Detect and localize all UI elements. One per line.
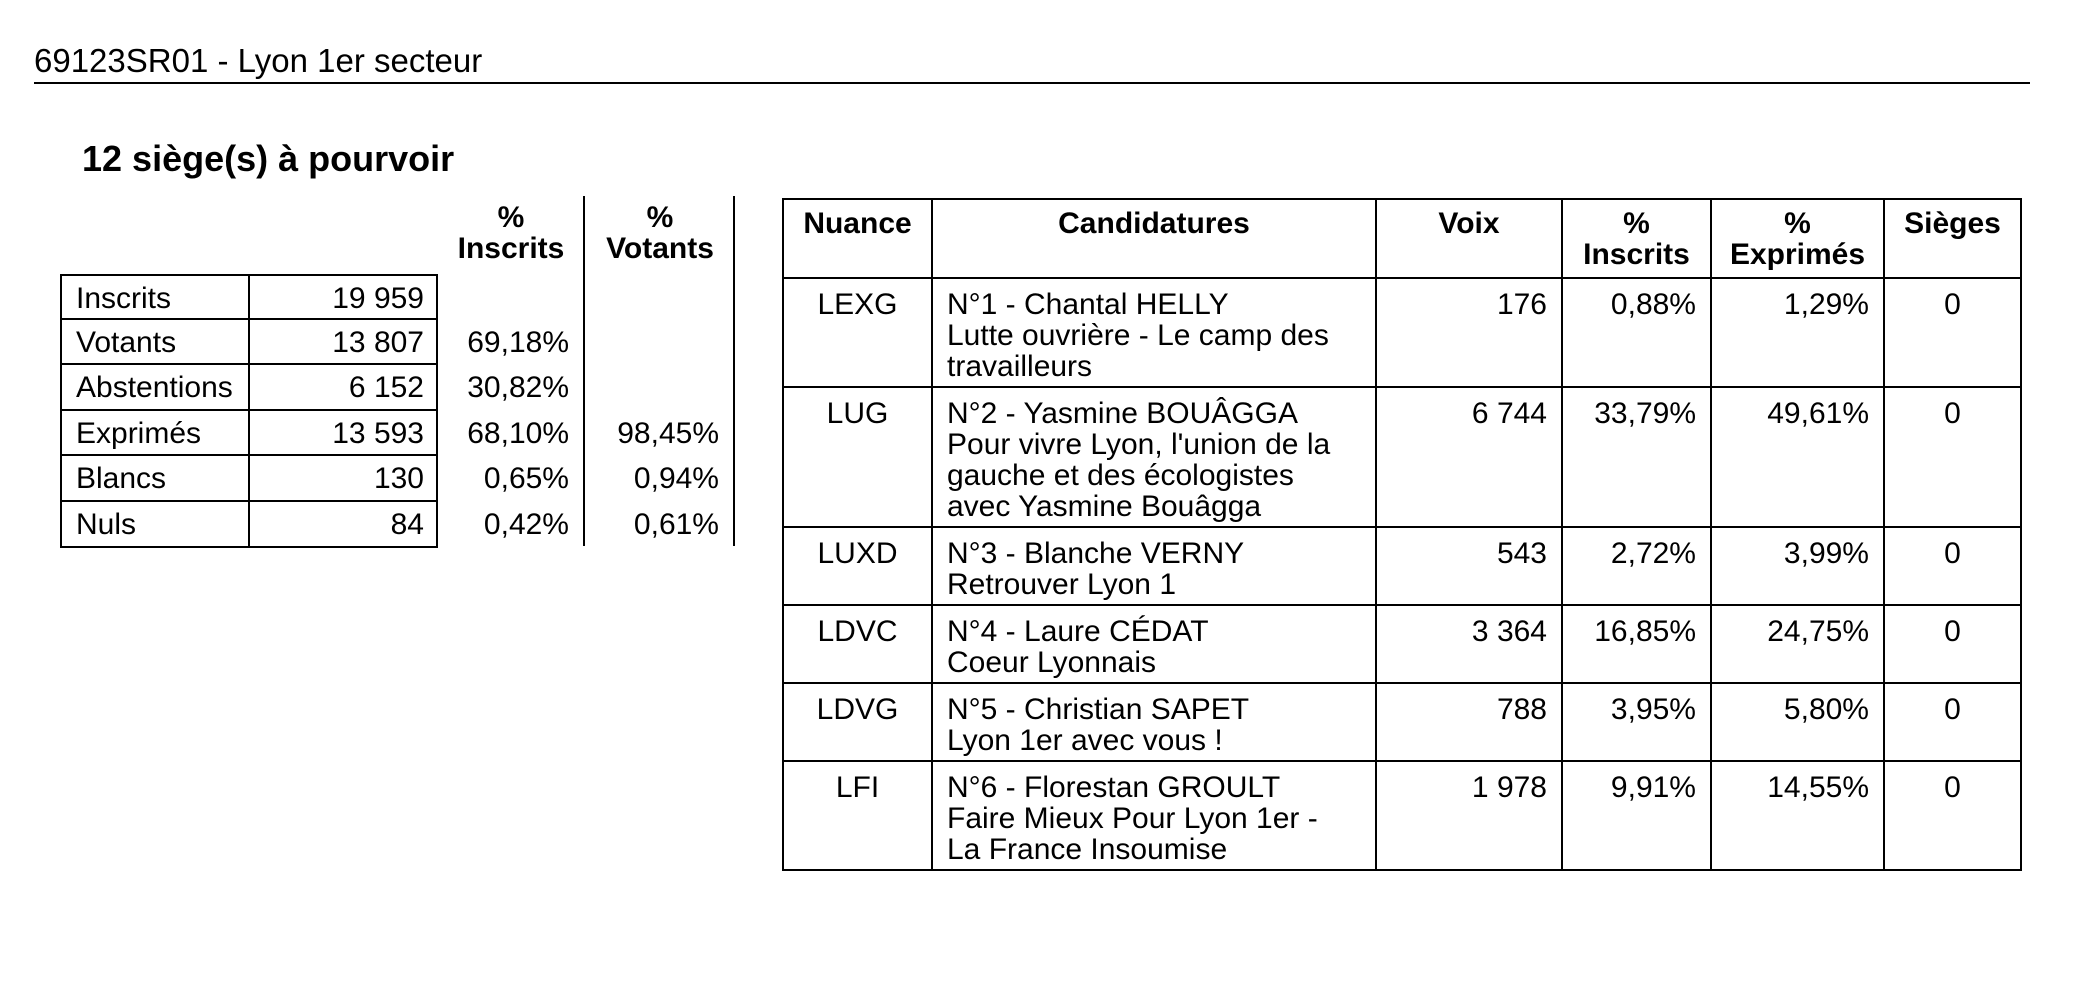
header-candidatures: Candidatures: [932, 199, 1376, 278]
cell-pct-inscrits: 3,95%: [1562, 683, 1711, 761]
summary-row-votants: [60, 320, 740, 366]
row-pct-votants: [585, 320, 733, 366]
cell-pct-inscrits: 9,91%: [1562, 761, 1711, 870]
cell-pct-inscrits: 33,79%: [1562, 387, 1711, 527]
cell-nuance: LUXD: [783, 527, 932, 605]
row-pct-inscrits: [438, 274, 583, 320]
cell-pct-inscrits: 0,88%: [1562, 278, 1711, 387]
row-value: 19 959: [250, 274, 438, 320]
header-nuance: Nuance: [783, 199, 932, 278]
row-value: 13 807: [250, 320, 438, 366]
cell-candidature: N°1 - Chantal HELLY Lutte ouvrière - Le camp des travailleurs: [932, 278, 1376, 387]
table-row: [783, 527, 2021, 605]
row-value: 84: [250, 502, 438, 548]
cell-voix: 6 744: [1376, 387, 1562, 527]
summary-row-nuls: [60, 502, 740, 548]
summary-row-inscrits: [60, 274, 740, 320]
row-pct-inscrits: 0,65%: [483, 462, 569, 496]
row-pct-votants: [585, 365, 733, 411]
header-pct-exprimes: % Exprimés: [1711, 199, 1884, 278]
cell-sieges: 0: [1884, 278, 2021, 387]
row-label: Nuls: [60, 502, 250, 548]
cell-voix: 788: [1376, 683, 1562, 761]
row-value: 6 152: [250, 365, 438, 411]
header-pct-inscrits: % Inscrits: [1562, 199, 1711, 278]
cell-pct-inscrits: 2,72%: [1562, 527, 1711, 605]
row-pct-votants: [585, 274, 733, 320]
cell-pct-inscrits: 16,85%: [1562, 605, 1711, 683]
row-pct-inscrits: 30,82%: [467, 371, 569, 405]
header-pct-votants: % Votants: [606, 201, 714, 265]
row-value: 130: [250, 456, 438, 502]
table-row: [783, 683, 2021, 761]
cell-sieges: 0: [1884, 683, 2021, 761]
cell-candidature: N°2 - Yasmine BOUÂGGA Pour vivre Lyon, l'union de la gauche et des écologistes avec Yasmine Bouâgga: [932, 387, 1376, 527]
row-label: Exprimés: [60, 411, 250, 457]
cell-sieges: 0: [1884, 605, 2021, 683]
row-label: Inscrits: [60, 274, 250, 320]
cell-pct-exprimes: 24,75%: [1711, 605, 1884, 683]
cell-voix: 1 978: [1376, 761, 1562, 870]
cell-nuance: LDVC: [783, 605, 932, 683]
cell-candidature: N°4 - Laure CÉDAT Coeur Lyonnais: [932, 605, 1376, 683]
candidates-results-table: [782, 198, 2022, 871]
cell-pct-exprimes: 14,55%: [1711, 761, 1884, 870]
cell-nuance: LUG: [783, 387, 932, 527]
cell-candidature: N°6 - Florestan GROULT Faire Mieux Pour Lyon 1er - La France Insoumise: [932, 761, 1376, 870]
row-label: Blancs: [60, 456, 250, 502]
cell-voix: 543: [1376, 527, 1562, 605]
cell-candidature: N°3 - Blanche VERNY Retrouver Lyon 1: [932, 527, 1376, 605]
row-pct-inscrits: 68,10%: [467, 416, 569, 450]
cell-voix: 176: [1376, 278, 1562, 387]
table-row: [783, 761, 2021, 870]
row-label: Votants: [60, 320, 250, 366]
row-pct-inscrits: 0,42%: [483, 507, 569, 541]
cell-sieges: 0: [1884, 761, 2021, 870]
header-voix: Voix: [1376, 199, 1562, 278]
row-value: 13 593: [250, 411, 438, 457]
cell-candidature: N°5 - Christian SAPET Lyon 1er avec vous !: [932, 683, 1376, 761]
cell-pct-exprimes: 3,99%: [1711, 527, 1884, 605]
page-title: 69123SR01 - Lyon 1er secteur: [34, 42, 2030, 84]
table-row: [783, 387, 2021, 527]
seats-heading: 12 siège(s) à pourvoir: [82, 138, 455, 179]
header-sieges: Sièges: [1884, 199, 2021, 278]
cell-pct-exprimes: 49,61%: [1711, 387, 1884, 527]
cell-pct-exprimes: 5,80%: [1711, 683, 1884, 761]
table-row: [783, 605, 2021, 683]
cell-sieges: 0: [1884, 527, 2021, 605]
cell-nuance: LDVG: [783, 683, 932, 761]
summary-row-blancs: [60, 456, 740, 502]
row-pct-inscrits: 69,18%: [467, 325, 569, 359]
cell-pct-exprimes: 1,29%: [1711, 278, 1884, 387]
table-row: [783, 278, 2021, 387]
cell-nuance: LFI: [783, 761, 932, 870]
row-pct-votants: 98,45%: [617, 416, 719, 450]
row-pct-votants: 0,61%: [633, 507, 719, 541]
cell-voix: 3 364: [1376, 605, 1562, 683]
summary-row-abstentions: [60, 365, 740, 411]
table-header-row: [783, 199, 2021, 278]
row-label: Abstentions: [60, 365, 250, 411]
row-pct-votants: 0,94%: [633, 462, 719, 496]
turnout-summary-table: [60, 196, 740, 546]
header-pct-inscrits: % Inscrits: [457, 201, 565, 265]
cell-nuance: LEXG: [783, 278, 932, 387]
summary-row-exprimes: [60, 411, 740, 457]
cell-sieges: 0: [1884, 387, 2021, 527]
